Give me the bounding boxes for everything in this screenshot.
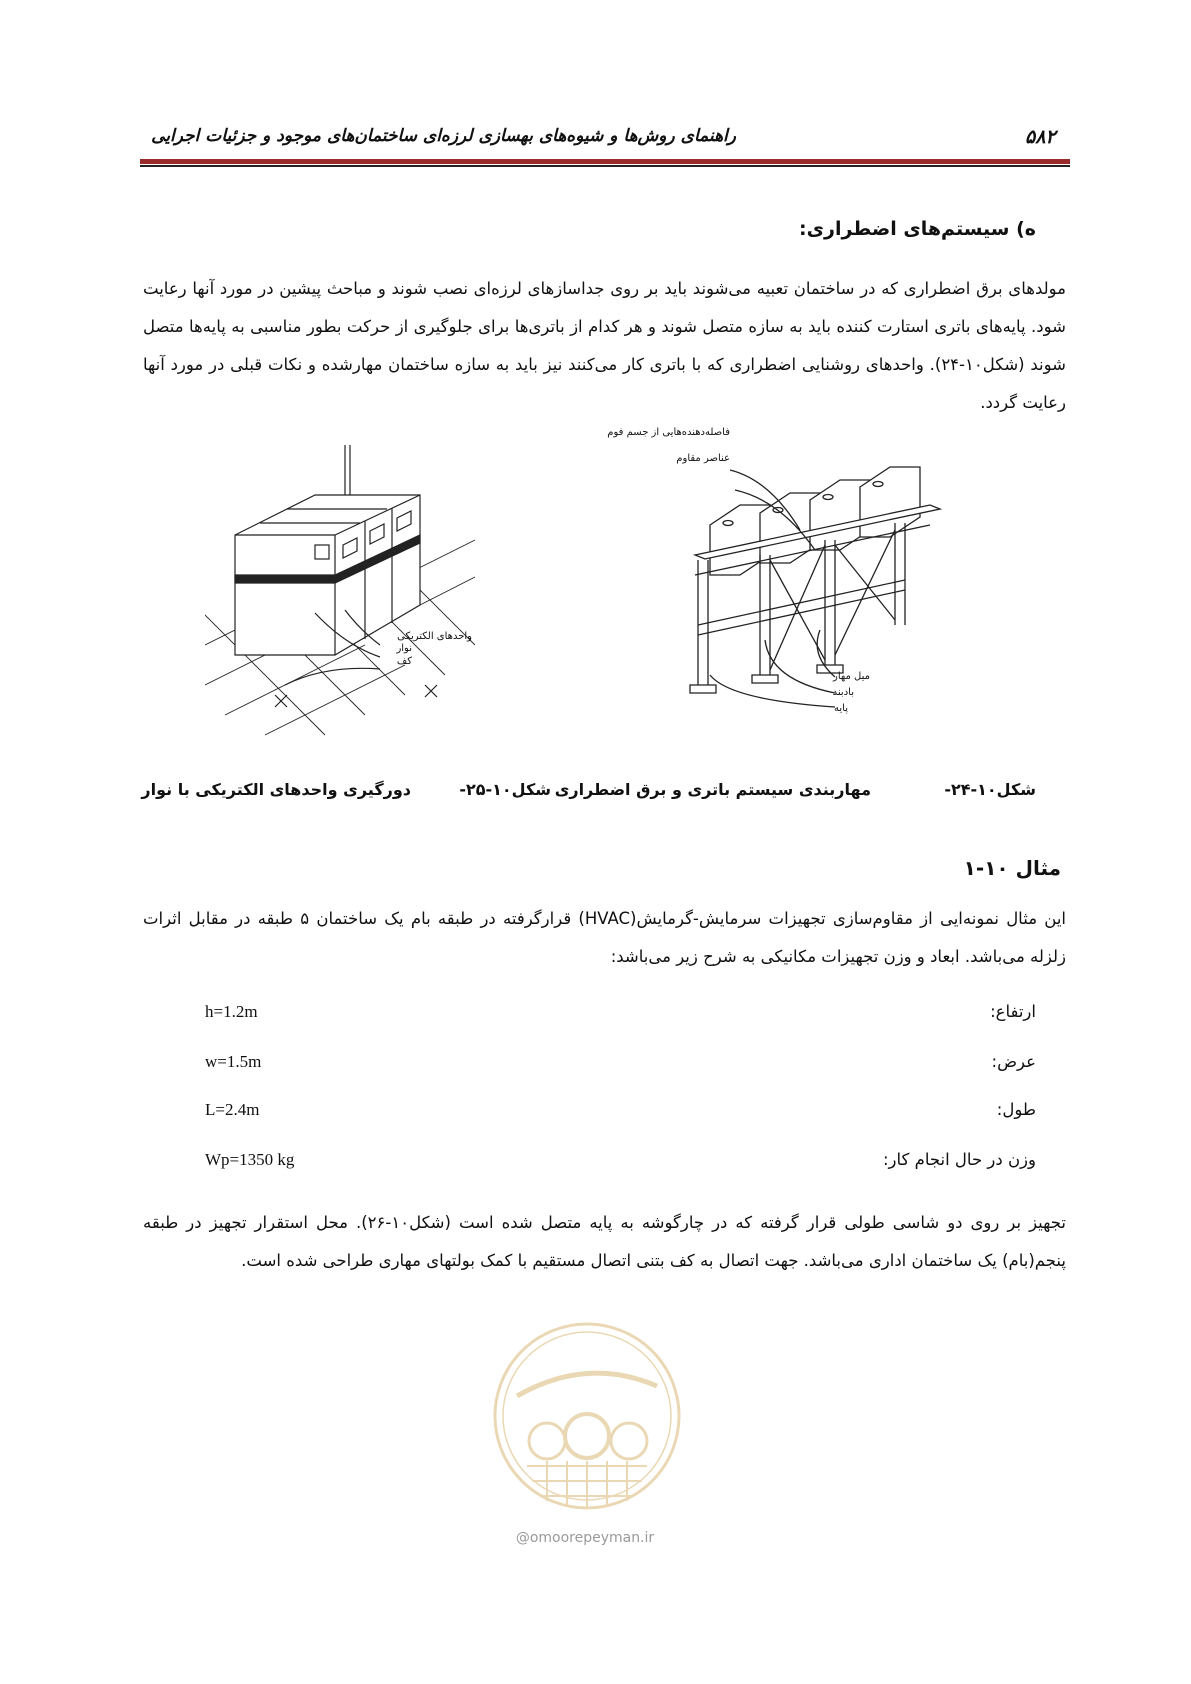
caption-fig-25-title: دورگیری واحدهای الکتریکی با نوار [141,780,411,799]
section-heading: ه) سیستم‌های اضطراری: [799,218,1036,240]
example-intro: این مثال نمونه‌ایی از مقاوم‌سازی تجهیزات سرمایش-گرمایش(HVAC) قرارگرفته در طبقه بام یک ساختمان ۵ طبقه در مقابل اثرات زلزله می‌باشد. ابعاد و وزن تجهیزات مکانیکی به شرح زیر می‌باشد: [143,909,1066,966]
label-floor: کف [396,656,412,667]
spec-label-length: طول: [996,1100,1036,1119]
spec-label-width: عرض: [991,1052,1036,1071]
label-base: پایه [834,703,848,714]
example-heading: مثال ۱۰-۱ [963,856,1061,880]
spec-value-operating-weight: Wp=1350 kg [205,1150,295,1169]
spec-value-width: w=1.5m [205,1052,262,1071]
spec-label-height: ارتفاع: [990,1002,1036,1021]
label-foam-spacers: فاصله‌دهنده‌هایی از جسم فوم [607,427,730,438]
figure-battery-rack [607,427,980,750]
watermark-logo [487,1316,687,1526]
page-number: ۵۸۲ [1025,126,1056,148]
caption-fig-24-number: شکل۱۰-۲۴- [944,780,1036,799]
caption-fig-24-title: مهاربندی سیستم باتری و برق اضطراری [554,780,871,799]
spec-value-height: h=1.2m [205,1002,258,1021]
label-resistant-elements: عناصر مقاوم [676,453,730,464]
watermark-url: @omoorepeyman.ir [515,1530,655,1546]
figure-electrical-units [205,445,490,755]
spec-value-length: L=2.4m [205,1100,260,1119]
label-anchor-rod: میل مهار [833,671,870,682]
spec-label-operating-weight: وزن در حال انجام کار: [882,1150,1036,1169]
label-brace: بادبند [832,687,854,698]
label-strap: نوار [396,643,412,654]
label-electrical-units: واحدهای الکتریکی [397,631,472,642]
section-paragraph: مولدهای برق اضطراری که در ساختمان تعبیه می‌شوند باید بر روی جداسازهای لرزه‌ای نصب شوند و مباحث پیشین در مورد آنها رعایت شود. پایه‌های باتری استارت کننده باید به سازه متصل شوند و هر کدام از باتری‌ها برای جلوگیری از حرکت بطور مناسبی به پایه‌ها متصل شوند (شکل۱۰-۲۴). واحدهای روشنایی اضطراری که با باتری کار می‌کنند نیز باید به سازه ساختمان مهارشده و نکات قبلی در مورد آنها رعایت گردد. [143,279,1066,412]
caption-fig-25-number: شکل۱۰-۲۵- [459,780,551,799]
header-rule-thick [140,159,1070,164]
battery-rack-drawing [650,445,980,750]
header-rule-thin [140,165,1070,167]
example-closing: تجهیز بر روی دو شاسی طولی قرار گرفته که در چارگوشه به پایه متصل شده است (شکل۱۰-۲۶). محل استقرار تجهیز در طبقه پنجم(بام) یک ساختمان اداری می‌باشد. جهت اتصال به کف بتنی اتصال مستقیم با کمک بولتهای مهاری طراحی شده است. [143,1213,1066,1270]
electrical-units-drawing [205,445,490,755]
running-title: راهنمای روش‌ها و شیوه‌های بهسازی لرزه‌ای ساختمان‌های موجود و جزئیات اجرایی [151,126,736,146]
